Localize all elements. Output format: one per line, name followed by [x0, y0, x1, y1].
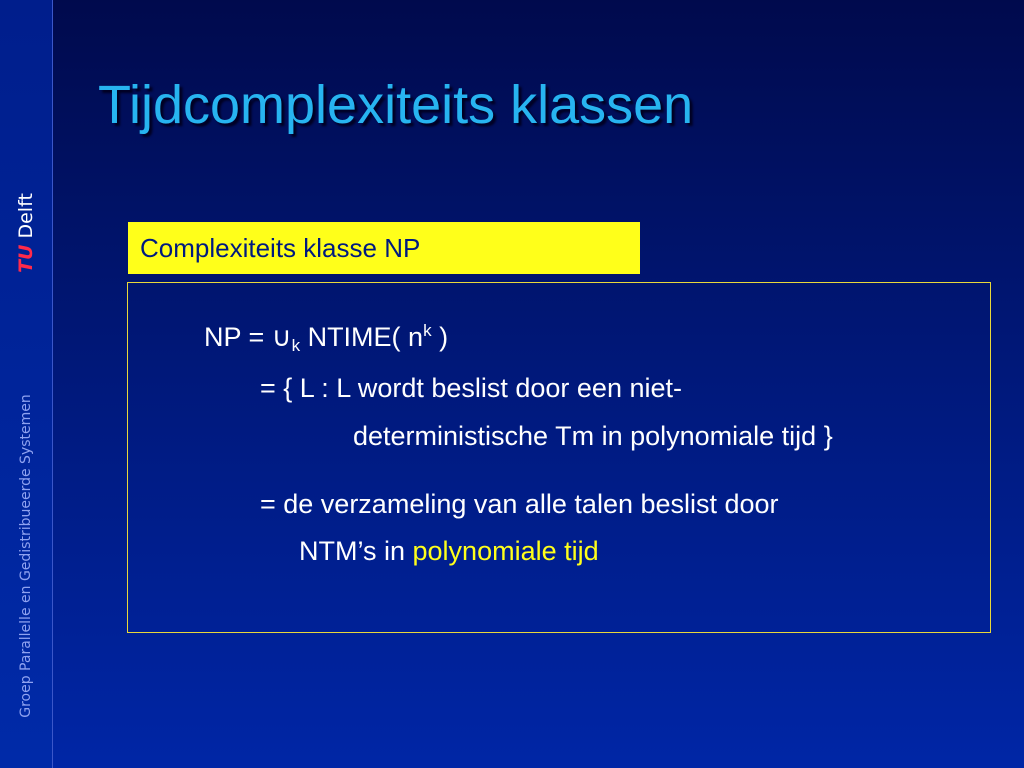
group-name: Groep Parallelle en Gedistribueerde Systemen [18, 394, 34, 718]
topic-label: Complexiteits klasse NP [140, 233, 421, 263]
definition-line-3: deterministische Tm in polynomiale tijd } [353, 421, 833, 451]
definition-line-5 [299, 536, 599, 567]
brand-tu: TU [15, 244, 37, 273]
power-superscript: k [423, 321, 432, 340]
np-definition-line [204, 321, 448, 356]
definition-line-2: = { L : L wordt beslist door een niet- [260, 373, 682, 403]
ntime-text: NTIME( n [300, 322, 424, 352]
slide-title: Tijdcomplexiteits klassen [98, 75, 694, 135]
highlighted-term: polynomiale tijd [412, 536, 599, 566]
definition-line-4: = de verzameling van alle talen beslist door [260, 489, 779, 519]
brand-delft: Delft [15, 193, 37, 239]
topic-label-box [128, 222, 640, 274]
np-prefix: NP = ∪ [204, 322, 292, 352]
np-suffix: ) [431, 322, 449, 352]
union-subscript: k [291, 336, 301, 355]
sidebar [0, 0, 53, 768]
tu-delft-logo [15, 193, 37, 273]
line5-prefix: NTM’s in [299, 536, 413, 566]
content-box [127, 282, 991, 633]
